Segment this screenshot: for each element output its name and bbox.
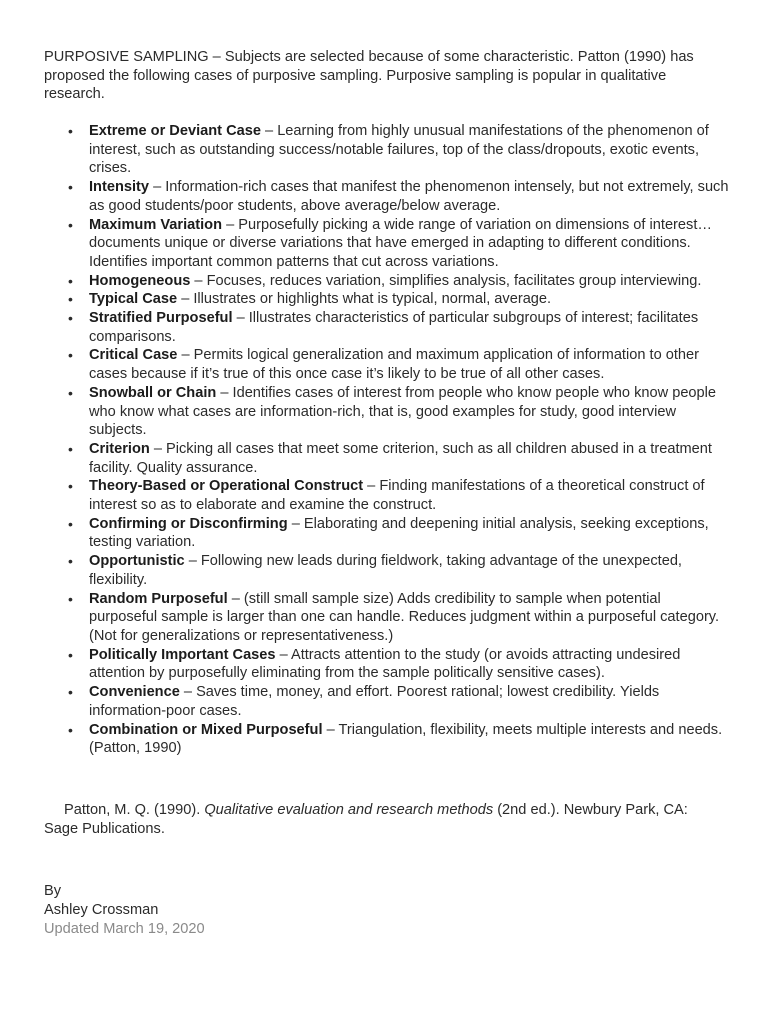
bullet-icon: • [68,291,73,308]
case-term: Opportunistic [89,553,185,570]
list-item [68,178,729,215]
bullet-icon: • [68,515,73,532]
bullet-icon: • [68,272,73,289]
bullet-icon: • [68,590,73,607]
author-name: Ashley Crossman [44,902,159,918]
bullet-icon: • [68,179,73,196]
case-term: Politically Important Cases [89,646,276,663]
reference-author: Patton, M. Q. (1990). [64,802,205,818]
bullet-icon: • [68,440,73,457]
case-description: – Finding manifestations of a theoretical construct of interest so as to elaborate and examine the construct. [89,478,705,514]
reference-citation [44,801,724,838]
case-term: Critical Case [89,347,178,364]
case-description: – Attracts attention to the study (or avoids attracting undesired attention by purposefully eliminating from the sample politically sensitive cases). [89,646,681,682]
list-item [68,216,729,272]
case-description: – Identifies cases of interest from people who know people who know people who know what cases are information-rich, that is, good examples for study, good interview subjects. [89,384,717,439]
case-term: Criterion [89,440,150,457]
intro-paragraph: PURPOSIVE SAMPLING – Subjects are selected because of some characteristic. Patton (1990) has proposed the following cases of purposive sampling. Purposive sampling is popular in qualitative research. [44,49,694,103]
case-term: Convenience [89,684,180,701]
case-term: Theory-Based or Operational Construct [89,478,364,495]
case-description: – Picking all cases that meet some criterion, such as all children abused in a treatment facility. Quality assurance. [89,440,712,476]
case-description: – Triangulation, flexibility, meets multiple interests and needs. (Patton, 1990) [89,721,723,757]
bullet-icon: • [68,384,73,401]
list-item [68,721,729,758]
bullet-icon: • [68,646,73,663]
case-term: Random Purposeful [89,590,228,607]
bullet-icon: • [68,347,73,364]
bullet-icon: • [68,684,73,701]
case-description: – Permits logical generalization and maximum application of information to other cases because if it’s true of this once case it’s likely to be true of all other cases. [89,347,700,383]
list-item [68,477,729,514]
list-item [68,122,729,178]
case-description: – (still small sample size) Adds credibility to sample when potential purposeful sample is larger than one can handle. Reduces judgment within a purposeful category. (Not for generalizations or representativeness.) [89,590,720,644]
case-term: Typical Case [89,291,178,308]
case-description: – Information-rich cases that manifest the phenomenon intensely, but not extremely, such as good students/poor students, above average/below average. [89,179,729,214]
list-item [68,646,729,683]
case-description: – Purposefully picking a wide range of variation on dimensions of interest…documents unique or diverse variations that have emerged in adapting to different conditions. Identifies important common patterns that cut across variations. [89,216,712,270]
list-item [68,515,729,552]
list-item [68,440,729,477]
bullet-icon: • [68,123,73,139]
bullet-icon: • [68,478,73,495]
list-item [68,309,729,346]
list-item [68,552,729,589]
case-term: Homogeneous [89,272,191,289]
case-term: Intensity [89,179,150,196]
list-item [68,346,729,383]
sampling-cases-list [68,122,729,758]
byline [44,882,205,939]
bullet-icon: • [68,310,73,327]
bullet-icon: • [68,721,73,738]
reference-publisher: (2nd ed.). Newbury Park, CA: Sage Publications. [44,802,688,837]
list-item [68,384,729,440]
case-term: Combination or Mixed Purposeful [89,721,323,738]
case-description: – Illustrates or highlights what is typical, normal, average. [177,291,552,308]
case-description: – Learning from highly unusual manifestations of the phenomenon of interest, such as outstanding success/notable failures, top of the class/dropouts, exotic events, crises. [89,123,709,177]
case-term: Maximum Variation [89,216,223,233]
case-description: – Following new leads during fieldwork, taking advantage of the unexpected, flexibility. [89,553,682,588]
reference-book-title: Qualitative evaluation and research methods [204,802,494,818]
list-item [68,290,729,309]
byline-by: By [44,883,62,899]
case-description: – Illustrates characteristics of particular subgroups of interest; facilitates comparisons. [89,310,699,345]
bullet-icon: • [68,216,73,233]
case-term: Extreme or Deviant Case [89,123,261,139]
case-term: Snowball or Chain [89,384,217,401]
case-term: Stratified Purposeful [89,310,233,327]
bullet-icon: • [68,553,73,570]
case-description: – Focuses, reduces variation, simplifies analysis, facilitates group interviewing. [190,272,702,289]
list-item [68,272,729,291]
list-item [68,590,729,646]
case-description: – Elaborating and deepening initial analysis, seeking exceptions, testing variation. [89,515,709,551]
updated-date: Updated March 19, 2020 [44,921,205,937]
case-term: Confirming or Disconfirming [89,515,288,532]
case-description: – Saves time, money, and effort. Poorest rational; lowest credibility. Yields information-poor cases. [89,684,660,719]
list-item [68,683,729,720]
